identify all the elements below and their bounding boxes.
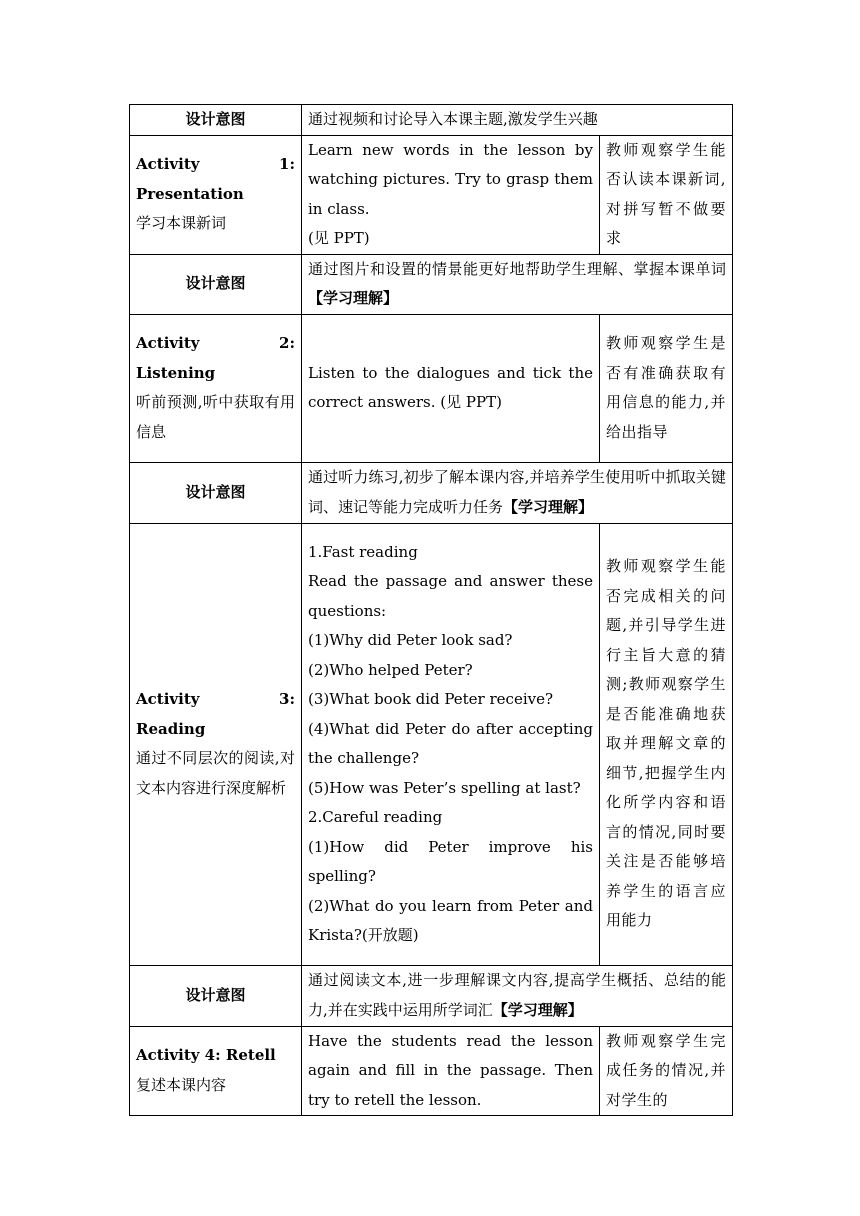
activity-subtitle: 听前预测,听中获取有用信息 — [136, 393, 295, 441]
activity-subtitle: 学习本课新词 — [136, 214, 227, 233]
content-line: (1)How did Peter improve his spelling? — [308, 837, 593, 885]
intent-text: 通过图片和设置的情景能更好地帮助学生理解、掌握本课单词【学习理解】 — [302, 254, 733, 314]
content-line: Read the passage and answer these questions: — [308, 572, 593, 620]
intent-text: 通过视频和讨论导入本课主题,激发学生兴趣 — [302, 105, 733, 136]
activity-subtitle: 通过不同层次的阅读,对文本内容进行深度解析 — [136, 749, 295, 797]
activity-title: Activity 1: Presentation — [136, 155, 295, 203]
content-line: (1)Why did Peter look sad? — [308, 631, 513, 649]
intent-label: 设计意图 — [130, 462, 302, 523]
activity-content — [302, 135, 600, 254]
activity-title: Activity 3: Reading — [136, 690, 295, 738]
intent-row — [130, 105, 733, 136]
activity-subtitle: 复述本课内容 — [136, 1075, 227, 1094]
activity-row — [130, 523, 733, 965]
lesson-plan-table — [129, 104, 733, 1116]
activity-row — [130, 135, 733, 254]
activity-row — [130, 314, 733, 462]
activity-content — [302, 523, 600, 965]
intent-label: 设计意图 — [130, 965, 302, 1026]
activity-name-cell — [130, 314, 302, 462]
content-line: (5)How was Peter’s spelling at last? — [308, 778, 581, 797]
content-line: (2)What do you learn from Peter and Krista?(开放题) — [308, 896, 593, 944]
activity-name-cell — [130, 1026, 302, 1116]
observation-text: 教师观察学生能否完成相关的问题,并引导学生进行主旨大意的猜测;教师观察学生是否能准确地获取并理解文章的细节,把握学生内化所学内容和语言的情况,同时要关注是否能够培养学生的语言应用能力 — [600, 523, 733, 965]
activity-title: Activity 4: Retell — [136, 1046, 276, 1065]
intent-row — [130, 254, 733, 314]
intent-label: 设计意图 — [130, 105, 302, 136]
activity-row — [130, 1026, 733, 1116]
intent-row — [130, 462, 733, 523]
activity-title: Activity 2: Listening — [136, 334, 295, 382]
intent-text: 通过听力练习,初步了解本课内容,并培养学生使用听中抓取关键词、速记等能力完成听力任务【学习理解】 — [302, 462, 733, 523]
intent-text: 通过阅读文本,进一步理解课文内容,提高学生概括、总结的能力,并在实践中运用所学词汇【学习理解】 — [302, 965, 733, 1026]
content-line: Have the students read the lesson again and fill in the passage. Then try to retell the lesson. — [308, 1031, 593, 1109]
observation-text: 教师观察学生能否认读本课新词,对拼写暂不做要求 — [600, 135, 733, 254]
content-line: 2.Careful reading — [308, 808, 443, 826]
content-line: Learn new words in the lesson by watching pictures. Try to grasp them in class. — [308, 140, 593, 218]
activity-name-cell — [130, 135, 302, 254]
content-line: (2)Who helped Peter? — [308, 660, 473, 679]
intent-label: 设计意图 — [130, 254, 302, 314]
activity-content — [302, 314, 600, 462]
content-line: (4)What did Peter do after accepting the challenge? — [308, 719, 593, 767]
intent-row — [130, 965, 733, 1026]
content-line: (3)What book did Peter receive? — [308, 690, 554, 708]
activity-content — [302, 1026, 600, 1116]
content-line: (见 PPT) — [308, 229, 370, 247]
observation-text: 教师观察学生完成任务的情况,并对学生的 — [600, 1026, 733, 1116]
content-line: 1.Fast reading — [308, 542, 418, 561]
content-line: Listen to the dialogues and tick the correct answers. (见 PPT) — [308, 363, 593, 411]
activity-name-cell — [130, 523, 302, 965]
observation-text: 教师观察学生是否有准确获取有用信息的能力,并给出指导 — [600, 314, 733, 462]
